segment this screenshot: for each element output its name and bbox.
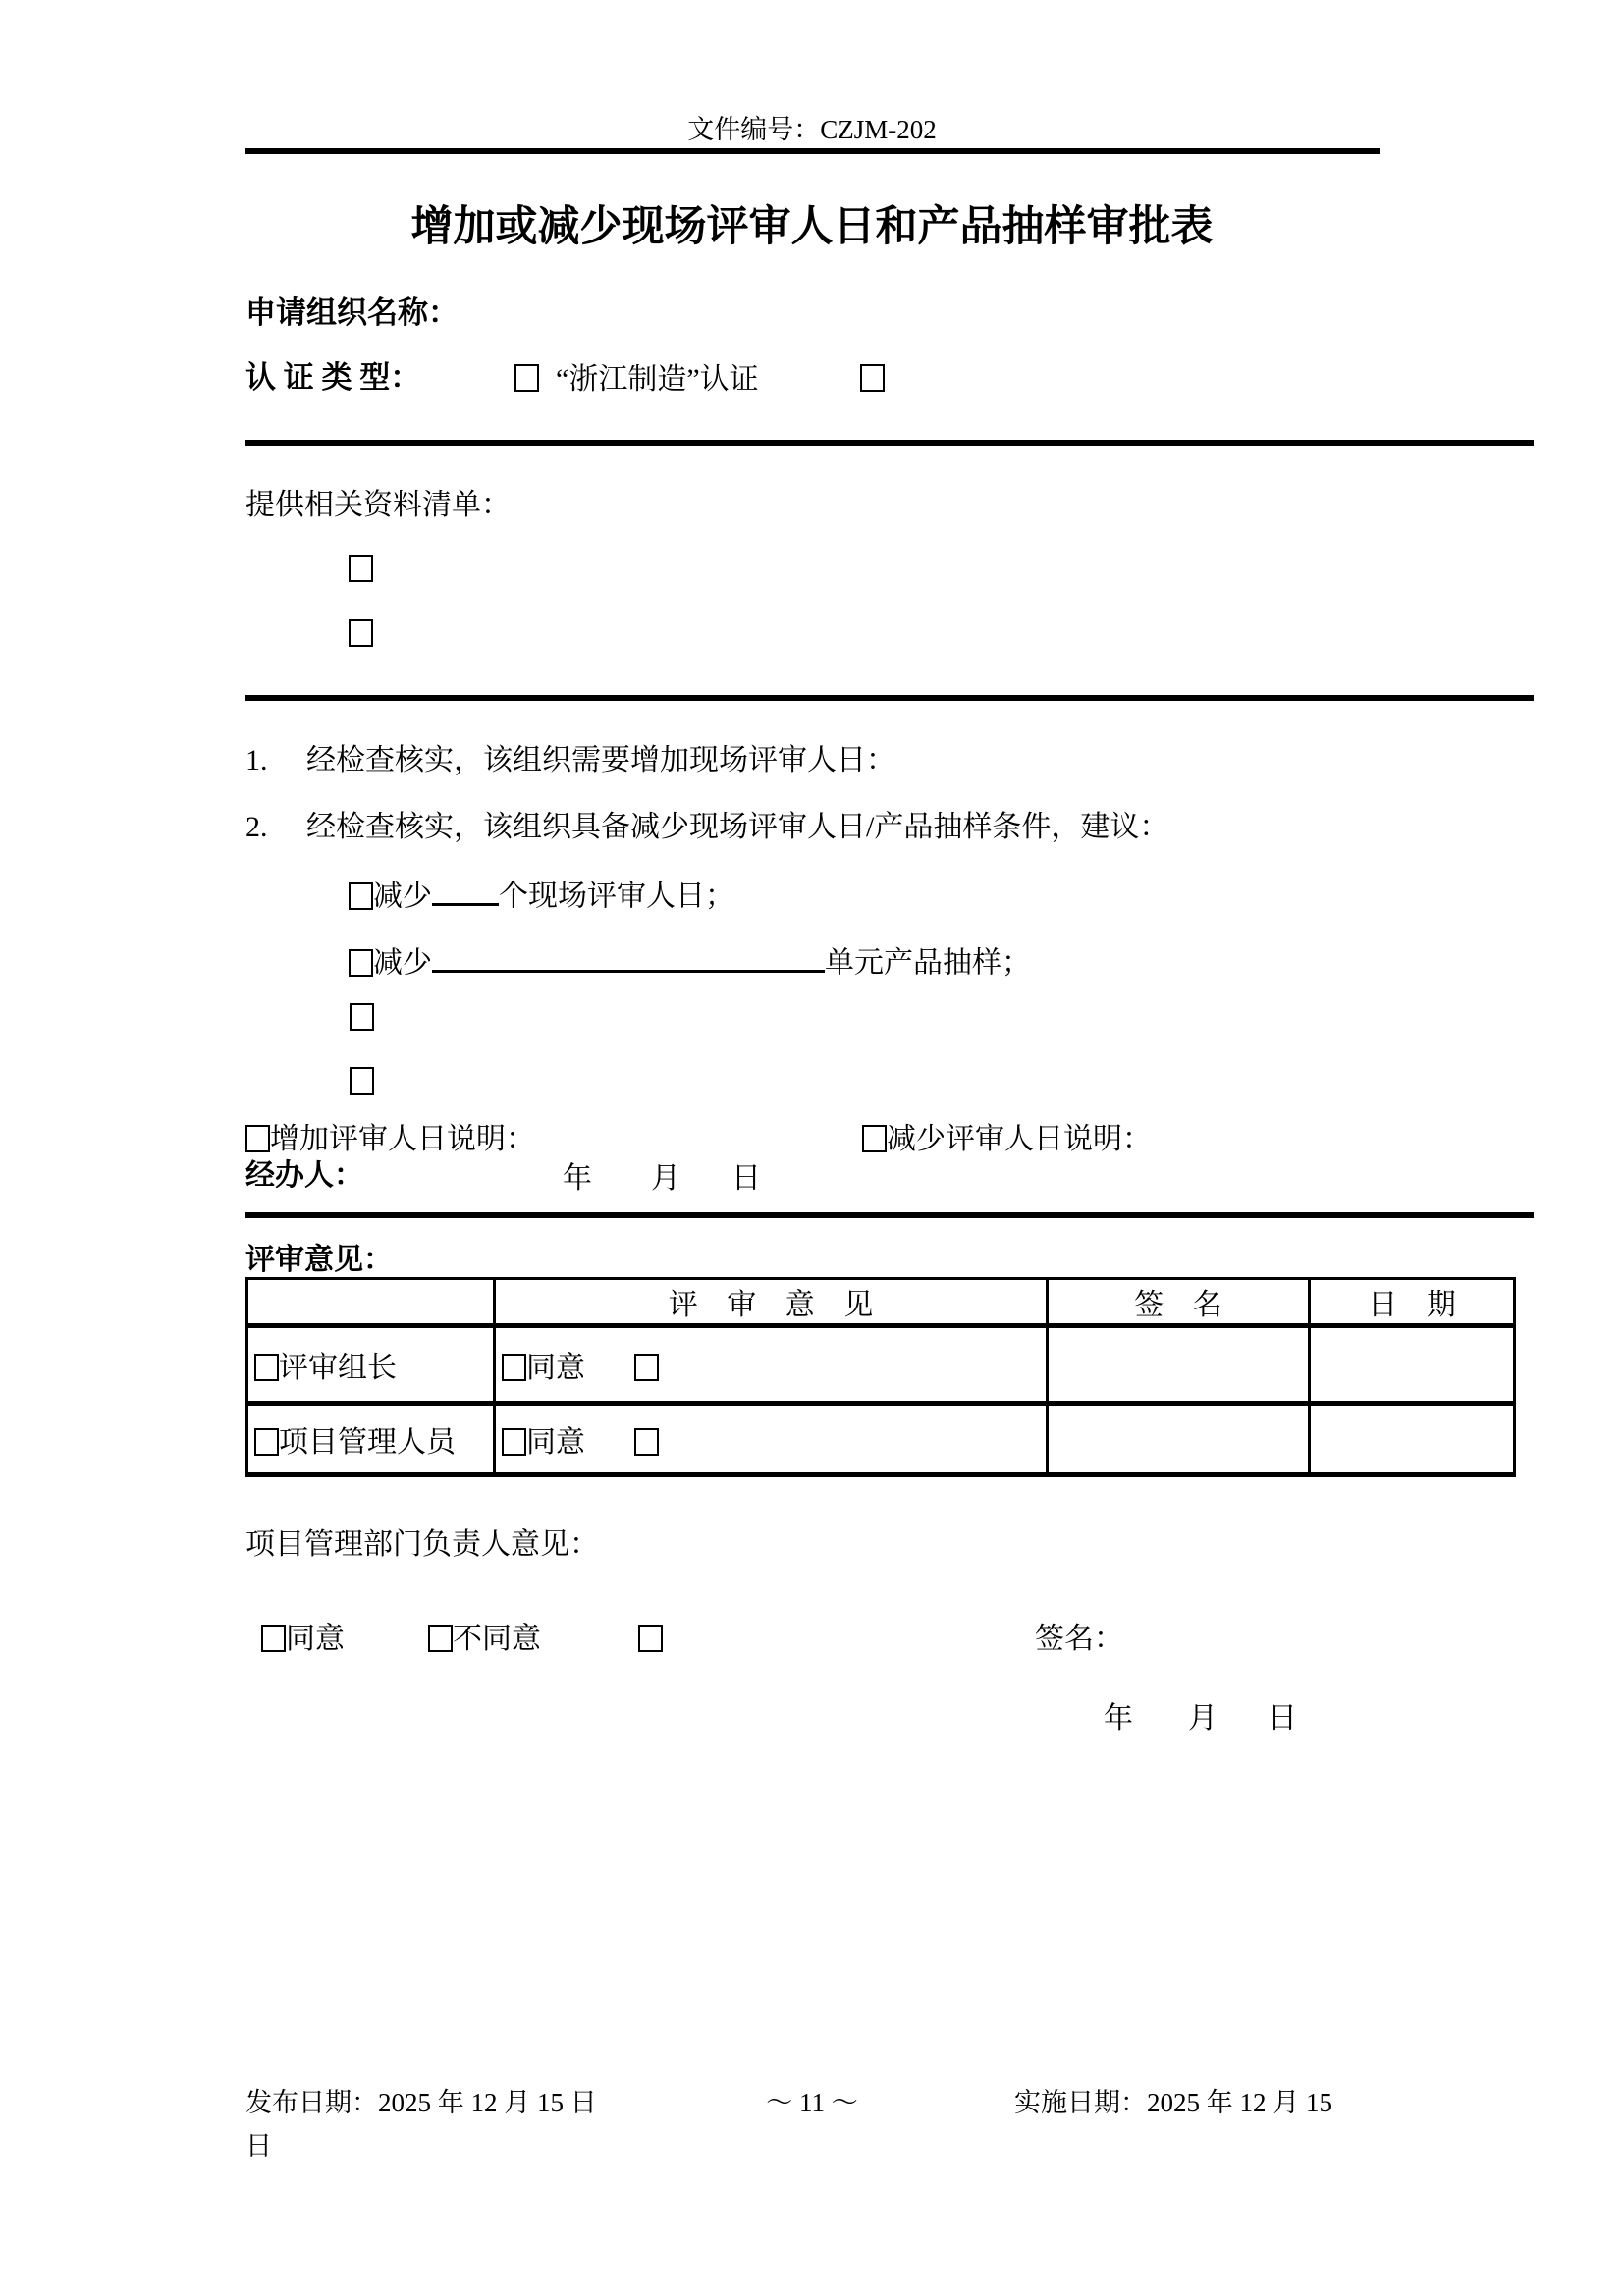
reduce-days-suffix: 个现场评审人日； bbox=[499, 880, 734, 913]
lead-agree-checkbox[interactable] bbox=[502, 1354, 526, 1381]
release-date: 发布日期：2025 年 12 月 15 日 bbox=[245, 2088, 597, 2117]
finding-2-number: 2. bbox=[245, 811, 268, 843]
increase-note-label: 增加评审人日说明： bbox=[270, 1123, 535, 1155]
review-table bbox=[245, 1277, 1516, 1477]
opinion-cell-pm bbox=[495, 1404, 1048, 1475]
page-number: ～ 11 ～ bbox=[766, 2088, 858, 2117]
pm-sign-cell bbox=[1048, 1404, 1310, 1475]
date-header: 日 期 bbox=[1310, 1279, 1515, 1326]
dept-heading: 项目管理部门负责人意见： bbox=[245, 1528, 599, 1561]
finding-2-text: 经检查核实，该组织具备减少现场评审人日/产品抽样条件，建议： bbox=[306, 811, 1169, 843]
dept-disagree-label: 不同意 bbox=[453, 1623, 541, 1655]
decrease-note bbox=[862, 1122, 1152, 1157]
decrease-note-checkbox[interactable] bbox=[862, 1125, 887, 1152]
day-label: 日 bbox=[731, 1162, 761, 1195]
opinion-cell-lead bbox=[495, 1326, 1048, 1404]
dept-agree-option bbox=[261, 1622, 345, 1657]
cert-option-checkbox[interactable] bbox=[514, 364, 539, 392]
review-lead-label: 评审组长 bbox=[279, 1352, 397, 1384]
increase-note-checkbox[interactable] bbox=[245, 1125, 270, 1152]
pm-agree-checkbox[interactable] bbox=[502, 1428, 526, 1456]
lead-other-checkbox[interactable] bbox=[634, 1354, 659, 1381]
decrease-note-label: 减少评审人日说明： bbox=[887, 1123, 1152, 1155]
dept-day-label: 日 bbox=[1268, 1702, 1297, 1735]
opinion-header: 评 审 意 见 bbox=[495, 1279, 1048, 1326]
reduce-sampling-blank[interactable] bbox=[432, 938, 825, 973]
finding-1-text: 经检查核实，该组织需要增加现场评审人日： bbox=[306, 744, 895, 776]
reduce-sampling-option bbox=[349, 938, 1031, 982]
operator-label: 经办人： bbox=[245, 1159, 363, 1192]
role-cell-pm bbox=[247, 1404, 495, 1475]
finding-item-1 bbox=[245, 743, 895, 778]
reduce-days-checkbox[interactable] bbox=[349, 882, 373, 910]
dept-date bbox=[1104, 1701, 1297, 1736]
implement-date: 实施日期：2025 年 12 月 15 bbox=[1014, 2088, 1332, 2117]
cert-type-label: 认 证 类 型： bbox=[245, 360, 421, 395]
finding-1-number: 1. bbox=[245, 744, 268, 776]
reduce-sampling-checkbox[interactable] bbox=[349, 949, 373, 977]
org-name-label: 申请组织名称： bbox=[245, 295, 459, 330]
section-divider-2 bbox=[245, 695, 1534, 701]
dept-disagree-checkbox[interactable] bbox=[428, 1625, 453, 1652]
operator-date bbox=[563, 1161, 761, 1197]
cert-option-label: “浙江制造”认证 bbox=[556, 363, 759, 396]
sign-header: 签 名 bbox=[1048, 1279, 1310, 1326]
year-label: 年 bbox=[563, 1162, 592, 1195]
lead-agree-label: 同意 bbox=[526, 1352, 585, 1384]
extra-option-checkbox-2[interactable] bbox=[350, 1067, 374, 1095]
materials-heading: 提供相关资料清单： bbox=[245, 489, 511, 521]
review-row-pm bbox=[247, 1404, 1515, 1475]
reduce-days-blank[interactable] bbox=[432, 872, 499, 906]
dept-other-checkbox[interactable] bbox=[638, 1625, 663, 1652]
reduce-days-option bbox=[349, 872, 734, 915]
extra-option-checkbox-1[interactable] bbox=[350, 1003, 374, 1031]
dept-sign-label: 签名： bbox=[1035, 1623, 1123, 1655]
review-heading: 评审意见： bbox=[245, 1244, 393, 1276]
dept-disagree-option bbox=[428, 1622, 541, 1657]
review-lead-checkbox[interactable] bbox=[254, 1354, 279, 1381]
section-divider-3 bbox=[245, 1212, 1534, 1218]
lead-sign-cell bbox=[1048, 1326, 1310, 1404]
pm-other-checkbox[interactable] bbox=[634, 1428, 659, 1456]
pm-agree-label: 同意 bbox=[526, 1426, 585, 1459]
material-item-checkbox-1[interactable] bbox=[349, 555, 373, 582]
review-pm-checkbox[interactable] bbox=[254, 1428, 279, 1456]
review-row-lead bbox=[247, 1326, 1515, 1404]
role-cell-lead bbox=[247, 1326, 495, 1404]
dept-month-label: 月 bbox=[1188, 1702, 1218, 1735]
page-title: 增加或减少现场评审人日和产品抽样审批表 bbox=[410, 204, 1214, 250]
section-divider-1 bbox=[245, 440, 1534, 446]
header-rule bbox=[245, 148, 1380, 154]
material-item-checkbox-2[interactable] bbox=[349, 619, 373, 647]
dept-agree-label: 同意 bbox=[286, 1623, 345, 1655]
review-pm-label: 项目管理人员 bbox=[279, 1426, 456, 1459]
dept-agree-checkbox[interactable] bbox=[261, 1625, 286, 1652]
pm-date-cell bbox=[1310, 1404, 1515, 1475]
review-table-header-row bbox=[247, 1279, 1515, 1326]
increase-note bbox=[245, 1122, 535, 1157]
reduce-days-prefix: 减少 bbox=[373, 880, 432, 913]
role-header-empty bbox=[247, 1279, 495, 1326]
finding-item-2 bbox=[245, 810, 1168, 845]
doc-number: 文件编号：CZJM-202 bbox=[687, 115, 937, 144]
dept-year-label: 年 bbox=[1104, 1702, 1133, 1735]
month-label: 月 bbox=[651, 1162, 680, 1195]
cert-other-checkbox[interactable] bbox=[860, 364, 885, 392]
reduce-sampling-prefix: 减少 bbox=[373, 946, 432, 980]
implement-date-wrap: 日 bbox=[245, 2131, 272, 2161]
reduce-sampling-suffix: 单元产品抽样； bbox=[825, 946, 1031, 980]
lead-date-cell bbox=[1310, 1326, 1515, 1404]
